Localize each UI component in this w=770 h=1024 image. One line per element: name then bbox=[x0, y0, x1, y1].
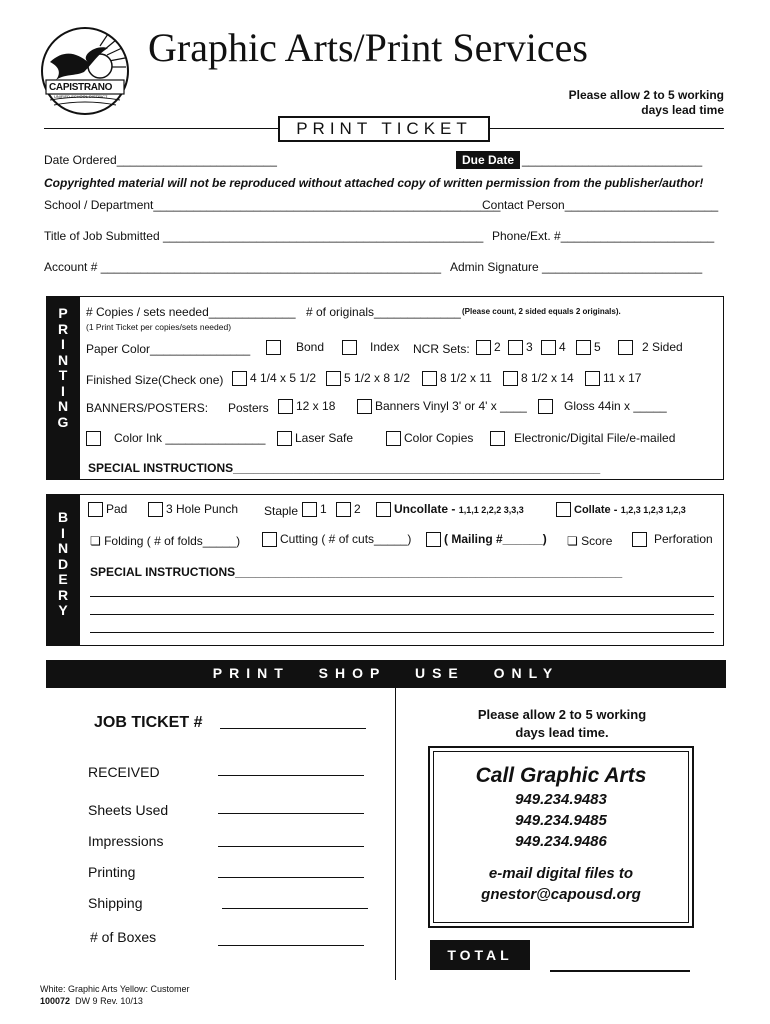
printing-special-instructions[interactable]: SPECIAL INSTRUCTIONS_______________________________________________________ bbox=[88, 461, 601, 475]
ncr-2-option[interactable]: 2 bbox=[476, 340, 501, 355]
folding-field[interactable]: ❏ Folding ( # of folds_____) bbox=[90, 534, 241, 548]
banners-vinyl-option[interactable]: Banners Vinyl 3' or 4' x ____ bbox=[357, 399, 527, 414]
pad-checkbox[interactable] bbox=[88, 502, 103, 517]
finished-size-label: Finished Size(Check one) bbox=[86, 373, 224, 387]
bond-option[interactable]: Bond bbox=[266, 340, 324, 355]
size-8x11-checkbox[interactable] bbox=[422, 371, 437, 386]
cutting-option[interactable]: Cutting ( # of cuts_____) bbox=[262, 532, 411, 547]
staple-1-option[interactable]: 1 bbox=[302, 502, 327, 517]
staple-1-checkbox[interactable] bbox=[302, 502, 317, 517]
received-line[interactable] bbox=[218, 775, 364, 776]
mailing-option[interactable]: ( Mailing #______) bbox=[426, 532, 547, 547]
shipping-line[interactable] bbox=[222, 908, 368, 909]
size-4x5-option[interactable]: 4 1/4 x 5 1/2 bbox=[232, 371, 316, 386]
size-8x14-option[interactable]: 8 1/2 x 14 bbox=[503, 371, 574, 386]
cutting-checkbox[interactable] bbox=[262, 532, 277, 547]
score-option[interactable]: ❏ Score bbox=[567, 534, 613, 548]
print-ticket-heading: PRINT TICKET bbox=[278, 116, 490, 142]
size-11x17-checkbox[interactable] bbox=[585, 371, 600, 386]
originals-field[interactable]: # of originals_____________ bbox=[306, 305, 461, 319]
email-address: gnestor@capousd.org bbox=[481, 886, 641, 903]
contact-person-field[interactable]: Contact Person_______________________ bbox=[482, 198, 719, 212]
bindery-blank-line-2[interactable] bbox=[90, 614, 714, 615]
perforation-checkbox[interactable] bbox=[632, 532, 647, 547]
color-copies-option[interactable]: Color Copies bbox=[386, 431, 473, 446]
due-date-label: Due Date bbox=[456, 151, 520, 169]
ncr-3-option[interactable]: 3 bbox=[508, 340, 533, 355]
call-graphic-arts-box bbox=[428, 746, 694, 928]
bindery-special-instructions[interactable]: SPECIAL INSTRUCTIONS__________________________________________________________ bbox=[90, 565, 623, 579]
originals-note: (Please count, 2 sided equals 2 originals). bbox=[462, 307, 621, 316]
uncollate-checkbox[interactable] bbox=[376, 502, 391, 517]
lead-time-line-2: days lead time bbox=[641, 103, 724, 117]
staple-2-option[interactable]: 2 bbox=[336, 502, 361, 517]
ncr-2-checkbox[interactable] bbox=[476, 340, 491, 355]
color-ink-checkbox[interactable] bbox=[86, 431, 101, 446]
sheets-used-label: Sheets Used bbox=[88, 802, 169, 818]
lead-time-note bbox=[569, 88, 724, 118]
gloss-checkbox[interactable] bbox=[538, 399, 553, 414]
two-sided-option[interactable]: 2 Sided bbox=[618, 340, 683, 355]
sheets-used-line[interactable] bbox=[218, 813, 364, 814]
size-5x8-checkbox[interactable] bbox=[326, 371, 341, 386]
page-title: Graphic Arts/Print Services bbox=[148, 25, 588, 70]
print-shop-use-only-banner: PRINT SHOP USE ONLY bbox=[46, 660, 726, 688]
logo-subtext: UNIFIED SCHOOL DISTRICT bbox=[54, 94, 108, 99]
laser-safe-checkbox[interactable] bbox=[277, 431, 292, 446]
perforation-option[interactable]: Perforation bbox=[632, 532, 713, 547]
size-11x17-option[interactable]: 11 x 17 bbox=[585, 371, 641, 386]
ncr-4-option[interactable]: 4 bbox=[541, 340, 566, 355]
collate-checkbox[interactable] bbox=[556, 502, 571, 517]
ncr-sets-label: NCR Sets: bbox=[413, 342, 470, 356]
boxes-line[interactable] bbox=[218, 945, 364, 946]
email-line-1: e-mail digital files to bbox=[488, 865, 634, 882]
account-field[interactable]: Account # ___________________________________________________ bbox=[44, 260, 442, 274]
poster-12x18-checkbox[interactable] bbox=[278, 399, 293, 414]
call-graphic-arts-inner bbox=[433, 751, 689, 923]
printing-line[interactable] bbox=[218, 877, 364, 878]
size-4x5-checkbox[interactable] bbox=[232, 371, 247, 386]
copies-needed-field[interactable]: # Copies / sets needed_____________ bbox=[86, 305, 296, 319]
job-title-field[interactable]: Title of Job Submitted ________________________________________________ bbox=[44, 229, 484, 243]
form-number bbox=[40, 996, 143, 1006]
school-department-field[interactable]: School / Department____________________________________________________ bbox=[44, 198, 501, 212]
banners-vinyl-checkbox[interactable] bbox=[357, 399, 372, 414]
index-option[interactable]: Index bbox=[342, 340, 399, 355]
capistrano-logo bbox=[40, 26, 130, 116]
bindery-blank-line-3[interactable] bbox=[90, 632, 714, 633]
form-number-code: 100072 bbox=[40, 996, 71, 1006]
hole-punch-checkbox[interactable] bbox=[148, 502, 163, 517]
staple-label: Staple bbox=[264, 504, 299, 518]
copy-distribution: White: Graphic Arts Yellow: Customer bbox=[40, 984, 190, 994]
phone-1: 949.234.9483 bbox=[515, 791, 607, 808]
bindery-sidebar: B I N D E R Y bbox=[46, 494, 80, 646]
banners-posters-label: BANNERS/POSTERS: bbox=[86, 401, 209, 415]
print-shop-divider bbox=[395, 688, 396, 980]
electronic-file-option[interactable]: Electronic/Digital File/e-mailed bbox=[490, 431, 675, 446]
staple-2-checkbox[interactable] bbox=[336, 502, 351, 517]
printing-label: Printing bbox=[88, 864, 136, 880]
laser-safe-option[interactable]: Laser Safe bbox=[277, 431, 353, 446]
gloss-option[interactable]: Gloss 44in x _____ bbox=[538, 399, 667, 414]
ncr-5-checkbox[interactable] bbox=[576, 340, 591, 355]
ncr-4-checkbox[interactable] bbox=[541, 340, 556, 355]
size-8x11-option[interactable]: 8 1/2 x 11 bbox=[422, 371, 492, 386]
size-5x8-option[interactable]: 5 1/2 x 8 1/2 bbox=[326, 371, 410, 386]
collate-option[interactable]: Collate - 1,2,3 1,2,3 1,2,3 bbox=[556, 502, 686, 517]
size-8x14-checkbox[interactable] bbox=[503, 371, 518, 386]
impressions-line[interactable] bbox=[218, 846, 364, 847]
ncr-3-checkbox[interactable] bbox=[508, 340, 523, 355]
phone-ext-field[interactable]: Phone/Ext. #_______________________ bbox=[492, 229, 715, 243]
total-line[interactable] bbox=[550, 970, 690, 972]
impressions-label: Impressions bbox=[88, 833, 164, 849]
pad-option[interactable]: Pad bbox=[88, 502, 127, 517]
bindery-blank-line-1[interactable] bbox=[90, 596, 714, 597]
posters-label: Posters bbox=[228, 401, 269, 415]
print-shop-lead-line-1: Please allow 2 to 5 working bbox=[477, 707, 647, 722]
mailing-checkbox[interactable] bbox=[426, 532, 441, 547]
bird-sun-logo-icon bbox=[40, 26, 130, 116]
job-ticket-label: JOB TICKET # bbox=[94, 714, 203, 731]
phone-2: 949.234.9485 bbox=[515, 812, 607, 829]
bond-checkbox[interactable] bbox=[266, 340, 281, 355]
paper-color-field[interactable]: Paper Color_______________ bbox=[86, 342, 251, 356]
hole-punch-option[interactable]: 3 Hole Punch bbox=[148, 502, 238, 517]
color-copies-checkbox[interactable] bbox=[386, 431, 401, 446]
total-label: TOTAL bbox=[430, 940, 530, 970]
phone-3: 949.234.9486 bbox=[515, 833, 607, 850]
shipping-label: Shipping bbox=[88, 895, 143, 911]
logo-text: CAPISTRANO bbox=[49, 82, 113, 93]
lead-time-line-1: Please allow 2 to 5 working bbox=[568, 88, 724, 102]
boxes-label: # of Boxes bbox=[90, 929, 157, 945]
per-copy-note: (1 Print Ticket per copies/sets needed) bbox=[86, 322, 232, 332]
ncr-5-option[interactable]: 5 bbox=[576, 340, 601, 355]
uncollate-option[interactable]: Uncollate - 1,1,1 2,2,2 3,3,3 bbox=[376, 502, 524, 517]
admin-signature-field[interactable]: Admin Signature ________________________ bbox=[450, 260, 703, 274]
print-shop-lead-note bbox=[430, 706, 694, 742]
poster-12x18-option[interactable]: 12 x 18 bbox=[278, 399, 335, 414]
copyright-warning: Copyrighted material will not be reproduced without attached copy of written permission from the publisher/author! bbox=[44, 176, 704, 190]
call-heading: Call Graphic Arts bbox=[475, 764, 647, 787]
form-revision: DW 9 Rev. 10/13 bbox=[75, 996, 143, 1006]
date-ordered-field[interactable]: Date Ordered________________________ bbox=[44, 153, 277, 167]
printing-sidebar: P R I N T I N G bbox=[46, 296, 80, 480]
received-label: RECEIVED bbox=[88, 764, 160, 780]
print-shop-lead-line-2: days lead time. bbox=[515, 725, 609, 740]
electronic-file-checkbox[interactable] bbox=[490, 431, 505, 446]
job-ticket-line[interactable] bbox=[220, 728, 366, 729]
color-ink-option[interactable]: Color Ink _______________ bbox=[86, 431, 265, 446]
two-sided-checkbox[interactable] bbox=[618, 340, 633, 355]
due-date-field[interactable]: ___________________________ bbox=[522, 153, 703, 167]
index-checkbox[interactable] bbox=[342, 340, 357, 355]
